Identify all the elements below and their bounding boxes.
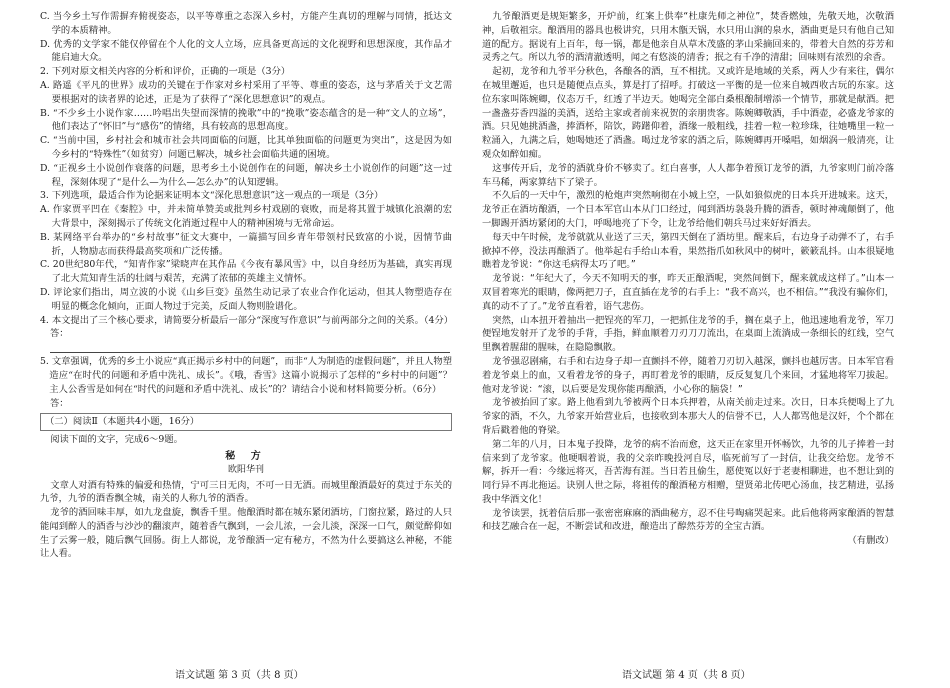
q2-option-b: B. “不少乡土小说作家……吟唱出失望而深情的挽歌”中的“挽歌”姿态蕴含的是一种“文人的立场”，他们表达了“怀旧”与“感伤”的情绪，具有较高的思想高度。	[40, 107, 452, 133]
story-paragraph: 突然，山本扭开着抽出一把锃亮的军刀，一把抓住龙爷的手，搁在桌子上，他迅速地看龙爷，军刀便锃地发射开了龙爷的手背，手指，鲜血顺着刀刃刀刀流出，在桌面上流淌成一条细长的红线，空气里飘着腥甜的腥味，在隐隐飘散。	[482, 314, 894, 354]
q4-stem: 4. 本文提出了三个核心要求，请简要分析最后一部分“深度写作意识”与前两部分之间的关系。（4分）	[40, 314, 454, 326]
story-paragraph: 不久后的一天中午，激烈的枪炮声突然响彻在小城上空，一队如狼似虎的日本兵开进城来。这天，龙爷正在酒坊酿酒，一个日本军官山本从门口经过，闻到酒坊袅袅升腾的酒香，顿时神魂颠倒了，他一脚踢开酒坊紧闭的大门，呼喝地亮了下令，让龙爷给他们朝兵马过来好好酒去。	[482, 190, 894, 229]
q4-answer-label: 答：	[50, 328, 69, 340]
q3-option-b: B. 某网络平台举办的“乡村故事”征文大赛中，一篇描写回乡青年带领村民致富的小说，因情节曲折，人物励志而获得最高奖项和广泛传播。	[40, 231, 452, 257]
q1-option-c: C. 当今乡土写作需摒弃俯视姿态，以平等尊重之态深入乡村，方能产生真切的理解与同情，抵达文学的本质精神。	[40, 11, 452, 36]
q2-option-d: D. “正视乡土小说创作衰落的问题，思考乡土小说创作在的问题，解决乡土小说创作的问题”这一过程，深刻体现了“是什么—为什么—怎么办”的认知逻辑。	[40, 162, 452, 188]
story-paragraph: 龙爷读罢，抚着信后那一张密密麻麻的酒曲秘方，忍不住号啕痛哭起来。此后他将两家酿酒的智慧和技艺融合在一起，不断尝试和改进，酿造出了醇然芬芳的全宝古酒。	[482, 507, 894, 533]
story-paragraph: 起初，龙爷和九爷平分秋色，各酿各的酒，互不相扰。又或许是地域的关系，两人少有来往，偶尔在城里邂逅，也只是随便点点头，算是打了招呼。打破这一平衡的是一位来自城西收古玩的东家。这位东家叫陈婉卿，仪态万千，红透了半边天。她喝完全部白桑根酿制增添一个情节，那就是献酒。把一盏盏芬香四溢的美酒，送给主家或者前来祝贺的亲朋贵客。陈婉卿敬酒，手中酒壶，必盛龙爷家的酒。只见她挑酒盏，捧酒杯，陪饮，踌躇仰着，酒缘一般粗线，挂着一粒一粒珍珠，往她嘴里一粒一粒涌入，九满之后，她喝她还了酒盏。喝过龙爷家的酒之后，陈婉卿再开嗓唱，如烟涡一般清亮，让观众如醉如痴。	[482, 66, 894, 160]
story-author: 欧阳华刊	[227, 464, 264, 475]
story-paragraph: 文章人对酒有特殊的偏爱和热情，宁可三日无肉，不可一日无酒。而城里酿酒最好的莫过于东关的九爷，九爷的酒香飘全城，南关的人称九爷的酒香。	[40, 479, 452, 505]
q5-stem: 5. 文章强调，优秀的乡土小说应“真正揭示乡村中的问题”，而非“人为制造的虚假问题”，并且人物塑造应“在时代的问题和矛盾中洗礼、成长”。《哦，香雪》这篇小说揭示了怎样的“乡村中的问题”？主人公香雪是如何在“时代的问题和矛盾中洗礼、成长”的？请结合小说和材料简要分析。（6分）	[40, 356, 453, 395]
section-2-instruction: 阅读下面的文字，完成6～9题。	[50, 434, 183, 446]
q3-option-d: D. 评论家们指出，周立波的小说《山乡巨变》虽然生动记录了农业合作化运动，但其人物塑造存在明显的概念化倾向，正面人物过于完美，反面人物则脸谱化。	[40, 286, 452, 312]
q1-option-d: D. 优秀的文学家不能仅停留在个人化的文人立场，应具备更高远的文化视野和思想深度，其作品才能启迪大众。	[40, 38, 452, 64]
q2-option-c: C. “当前中国，乡村社会和城市社会共同面临的问题，比其单独面临的问题更为突出”，这是因为如今乡村的“特殊性”（如贫穷）问题已解决，城乡社会面临共通的困境。	[40, 135, 452, 160]
q2-stem: 2. 下列对原文相关内容的分析和评价，正确的一项是（3分）	[40, 66, 291, 78]
q5-answer-label: 答：	[50, 397, 69, 409]
q3-option-c: C. 20世纪80年代，“知青作家”梁晓声在其作品《今夜有暴风雪》中，以自身经历为基础，真实再现了北大荒知青生活的壮阔与艰苦，充满了浓郁的英雄主义情怀。	[40, 259, 452, 285]
story-paragraph: 龙爷的酒回味丰厚，如九龙盘旋，飘香千里。他酿酒时都在城东紧闭酒坊，门窗拉紧，路过的人只能闻到醉人的酒香与沙沙的翻滚声，随着香气飘到，一会儿浓，一会儿淡，深深一口气，颇觉醉仰如生了云雾一般，随后飘气回肠。街上人都说，龙爷酿酒一定有秘方，不然为什么要搞这么神秘，不能让人看。	[40, 507, 452, 560]
q3-stem: 3. 下列选项，最适合作为论据来证明本文“深化思想意识”这一观点的一项是（3分）	[40, 190, 384, 202]
source-note: （有删改）	[847, 535, 894, 547]
story-paragraph: 这事传开后，龙爷的酒就身价不够卖了。红白喜事，人人都争着预订龙爷的酒，九爷家则门前冷落车马稀，两家算结下了梁子。	[482, 162, 894, 188]
story-paragraph: 龙爷说：“年纪大了，今天不知明天的事，昨天正酿酒呢，突然间倒下，醒来就成这样了。”山本一双冒着寒光的眼睛，像两把刀子，直直插在龙爷的右手上：“我不高兴，也不相信。”“我没有骗你们，真的动不了了。”龙爷直看着，语气悲伤。	[482, 273, 894, 312]
page-footer-right: 语文试题 第 4 页（共 8 页）	[622, 670, 751, 681]
page-footer-left: 语文试题 第 3 页（共 8 页）	[175, 670, 304, 681]
q4-answer-line	[50, 341, 450, 353]
story-paragraph: 龙爷强忍剧痛，右手和右边身子却一直颤抖不停，随着刀刃切入越深，颤抖也越厉害。日本军官看着龙爷桌上的血，又看着龙爷的身子，再盯着龙爷的眼睛，反反复复几个来回，才猛地将军刀拔起。他对龙爷说：“滚，以后要是发现你能再酿酒，小心你的脑袋！”	[482, 355, 894, 395]
story-paragraph: 每天中午时候，龙爷就就从业送了三天，第四天倒在了酒坊里。醒来后，右边身子动弹不了，右手掀掉不停，没法再酿酒了。他举起右手给山本看，果然指爪如秋风中的树叶，簌簌乱抖。山本很疑地瞧着龙爷说：“你这毛病得太巧了吧。”	[482, 231, 894, 271]
page-3-column	[40, 10, 452, 561]
story-paragraph: 第二年的八月，日本鬼子投降，龙爷的病不治而愈，这天正在家里开怀畅饮，九爷的儿子捧着一封信来到了龙爷家。他哽咽着说，我的父亲昨晚投河自尽，临死前写了一封信，让我交给您。龙爷不解，拆开一看：今缘远将灭，吾苦海有涯。当日若且偷生，愿使冤以好于老妻相聊进，也不想让到的同行异不再北拖运。诀别人世之际，将祖传的酿酒秘方相赠，望贤弟北传吧心汤血，技艺精进，弘扬我中华酒文化！	[482, 438, 894, 505]
story-paragraph: 龙爷被抬回了家。路上他看到九爷被两个日本兵押着，从南关前走过来。次日，日本兵便喝上了九爷家的酒，不久，九爷家开始营业后，也接收到本那大人的信誉不已，人人都骂他是汉奸，个个都在背后戳着他的脊梁。	[482, 397, 894, 436]
story-title: 秘 方	[225, 450, 267, 462]
story-paragraph: 九爷酿酒更是规矩繁多，开炉前，红案上供奉“杜康先师之神位”，焚香燃烛，先敬天地，次敬酒神，后敬祖宗。酿酒用的器具也极讲究，只用木甑天锅，水只用山涧的泉水，酒曲更是只有他自己知道的配方。据说有上百年，每一锅，都是他亲自从草木茂盛的茅山采摘回来的，带着大自然的芬芳和灵秀之气。所以九爷的酒清澈透明，闻之有悠淡的清香；抿之有千净的清甜；回味则有浓烈的余香。	[482, 11, 894, 64]
q2-option-a: A. 路遥《平凡的世界》成功的关键在于作家对乡村采用了平等、尊重的姿态，这与茅盾关于文艺需要根据对的读者界的论述，正是为了获得了“深化思想意识”的观点。	[40, 79, 452, 105]
q3-option-a: A. 作家贾平凹在《秦腔》中，并未简单赞美或批判乡村戏剧的衰败，而是将其置于城镇化浪潮的宏大背景中，深刻揭示了传统文化消逝过程中人的精神困境与无常命运。	[40, 204, 452, 229]
section-2-header-box	[40, 413, 452, 431]
section-2-header: （二）阅读Ⅱ（本题共4小题，16分）	[45, 416, 200, 428]
page-4-column	[482, 10, 894, 548]
